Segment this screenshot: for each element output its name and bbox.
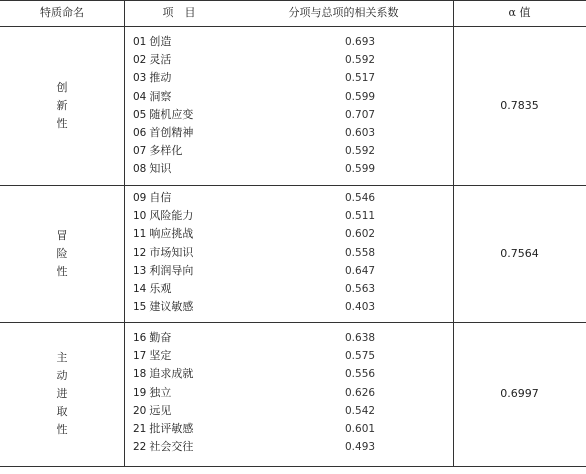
item-number: 04 xyxy=(133,90,147,103)
item-name: 独立 xyxy=(149,385,172,399)
item-number: 01 xyxy=(133,36,147,48)
item-label xyxy=(133,88,171,106)
item-name: 洞察 xyxy=(149,89,172,103)
header-trait-name: 特质命名 xyxy=(40,6,84,19)
correlation-value: 0.517 xyxy=(345,72,376,85)
header-alpha: α 值 xyxy=(508,6,531,19)
correlation-value: 0.599 xyxy=(345,90,376,103)
item-name: 社会交往 xyxy=(149,440,194,454)
header-correlation: 分项与总项的相关系数 xyxy=(288,6,399,19)
column-divider xyxy=(124,0,125,467)
item-label xyxy=(133,142,182,160)
item-label xyxy=(133,207,193,225)
item-name: 灵活 xyxy=(149,53,172,67)
item-label xyxy=(133,298,193,316)
item-label xyxy=(133,438,193,456)
item-number: 14 xyxy=(133,283,147,295)
item-label xyxy=(133,106,193,124)
item-number: 18 xyxy=(133,368,147,381)
correlation-value: 0.542 xyxy=(345,404,376,417)
trait-name xyxy=(0,185,124,322)
alpha-value: 0.7564 xyxy=(500,246,539,260)
item-name: 建议敏感 xyxy=(149,300,194,314)
item-label xyxy=(133,262,193,280)
correlation-value: 0.592 xyxy=(345,145,376,158)
trait-char: 创 xyxy=(56,80,68,94)
correlation-value: 0.563 xyxy=(345,283,376,295)
item-number: 12 xyxy=(133,246,147,259)
item-name: 响应挑战 xyxy=(149,227,194,241)
trait-char: 进 xyxy=(56,387,68,400)
item-label xyxy=(133,189,171,207)
trait-char: 主 xyxy=(56,351,68,364)
trait-char: 冒 xyxy=(56,228,68,242)
item-label xyxy=(133,384,171,402)
item-number: 19 xyxy=(133,386,147,399)
correlation-value: 0.493 xyxy=(345,441,376,454)
item-name: 利润导向 xyxy=(149,263,194,277)
item-label xyxy=(133,402,171,420)
item-number: 03 xyxy=(133,72,147,85)
item-number: 11 xyxy=(133,228,147,241)
item-name: 首创精神 xyxy=(149,126,194,139)
item-name: 追求成就 xyxy=(149,367,194,381)
item-label xyxy=(133,365,193,383)
item-label xyxy=(133,33,171,51)
item-number: 17 xyxy=(133,350,147,363)
item-label xyxy=(133,280,171,298)
trait-char: 性 xyxy=(56,264,68,278)
correlation-value: 0.603 xyxy=(345,127,376,139)
item-name: 勤奋 xyxy=(149,331,172,344)
correlation-value: 0.511 xyxy=(345,210,376,223)
correlation-value: 0.592 xyxy=(345,54,376,67)
correlation-value: 0.602 xyxy=(345,228,376,241)
item-number: 15 xyxy=(133,301,147,314)
correlation-value: 0.556 xyxy=(345,368,376,381)
item-name: 批评敏感 xyxy=(149,422,194,435)
item-label xyxy=(133,329,171,347)
trait-char: 性 xyxy=(56,116,68,130)
trait-name xyxy=(0,322,124,466)
item-label xyxy=(133,225,193,243)
correlation-value: 0.546 xyxy=(345,192,376,204)
item-name: 创造 xyxy=(149,35,172,48)
item-number: 08 xyxy=(133,163,147,176)
correlation-value: 0.575 xyxy=(345,350,376,363)
bottom-rule xyxy=(0,466,586,467)
correlation-value: 0.693 xyxy=(345,36,376,48)
item-number: 21 xyxy=(133,423,147,435)
correlation-value: 0.599 xyxy=(345,163,376,176)
item-label xyxy=(133,69,171,87)
trait-char: 动 xyxy=(56,369,68,382)
item-number: 22 xyxy=(133,441,147,454)
item-name: 随机应变 xyxy=(149,107,194,121)
item-number: 20 xyxy=(133,404,147,417)
item-label xyxy=(133,244,193,262)
correlation-value: 0.403 xyxy=(345,301,376,314)
alpha-value: 0.6997 xyxy=(500,387,539,400)
trait-char: 险 xyxy=(56,246,68,260)
trait-char: 新 xyxy=(56,98,68,112)
item-name: 自信 xyxy=(149,191,172,204)
item-number: 09 xyxy=(133,192,147,204)
item-number: 05 xyxy=(133,108,147,121)
item-name: 乐观 xyxy=(149,282,172,295)
correlation-value: 0.647 xyxy=(345,264,376,277)
item-name: 知识 xyxy=(149,162,172,176)
correlation-value: 0.707 xyxy=(345,108,376,121)
top-rule xyxy=(0,0,586,1)
header-item: 项 目 xyxy=(162,6,196,19)
item-number: 13 xyxy=(133,264,147,277)
item-name: 坚定 xyxy=(149,349,172,363)
trait-char: 性 xyxy=(56,423,68,436)
item-number: 07 xyxy=(133,145,147,158)
item-number: 06 xyxy=(133,127,147,139)
correlation-value: 0.626 xyxy=(345,386,376,399)
item-name: 风险能力 xyxy=(149,209,194,223)
item-number: 16 xyxy=(133,332,147,344)
item-label xyxy=(133,420,193,438)
correlation-value: 0.638 xyxy=(345,332,376,344)
correlation-value: 0.558 xyxy=(345,246,376,259)
trait-name xyxy=(0,26,124,185)
trait-char: 取 xyxy=(56,405,68,418)
correlation-value: 0.601 xyxy=(345,423,376,435)
item-label xyxy=(133,347,171,365)
item-name: 远见 xyxy=(149,403,172,417)
alpha-value: 0.7835 xyxy=(500,98,539,112)
item-name: 推动 xyxy=(149,71,172,85)
item-name: 市场知识 xyxy=(149,245,194,259)
item-label xyxy=(133,51,171,69)
item-number: 02 xyxy=(133,54,147,67)
item-label xyxy=(133,124,193,142)
item-number: 10 xyxy=(133,210,147,223)
item-label xyxy=(133,160,171,178)
item-name: 多样化 xyxy=(149,144,183,158)
